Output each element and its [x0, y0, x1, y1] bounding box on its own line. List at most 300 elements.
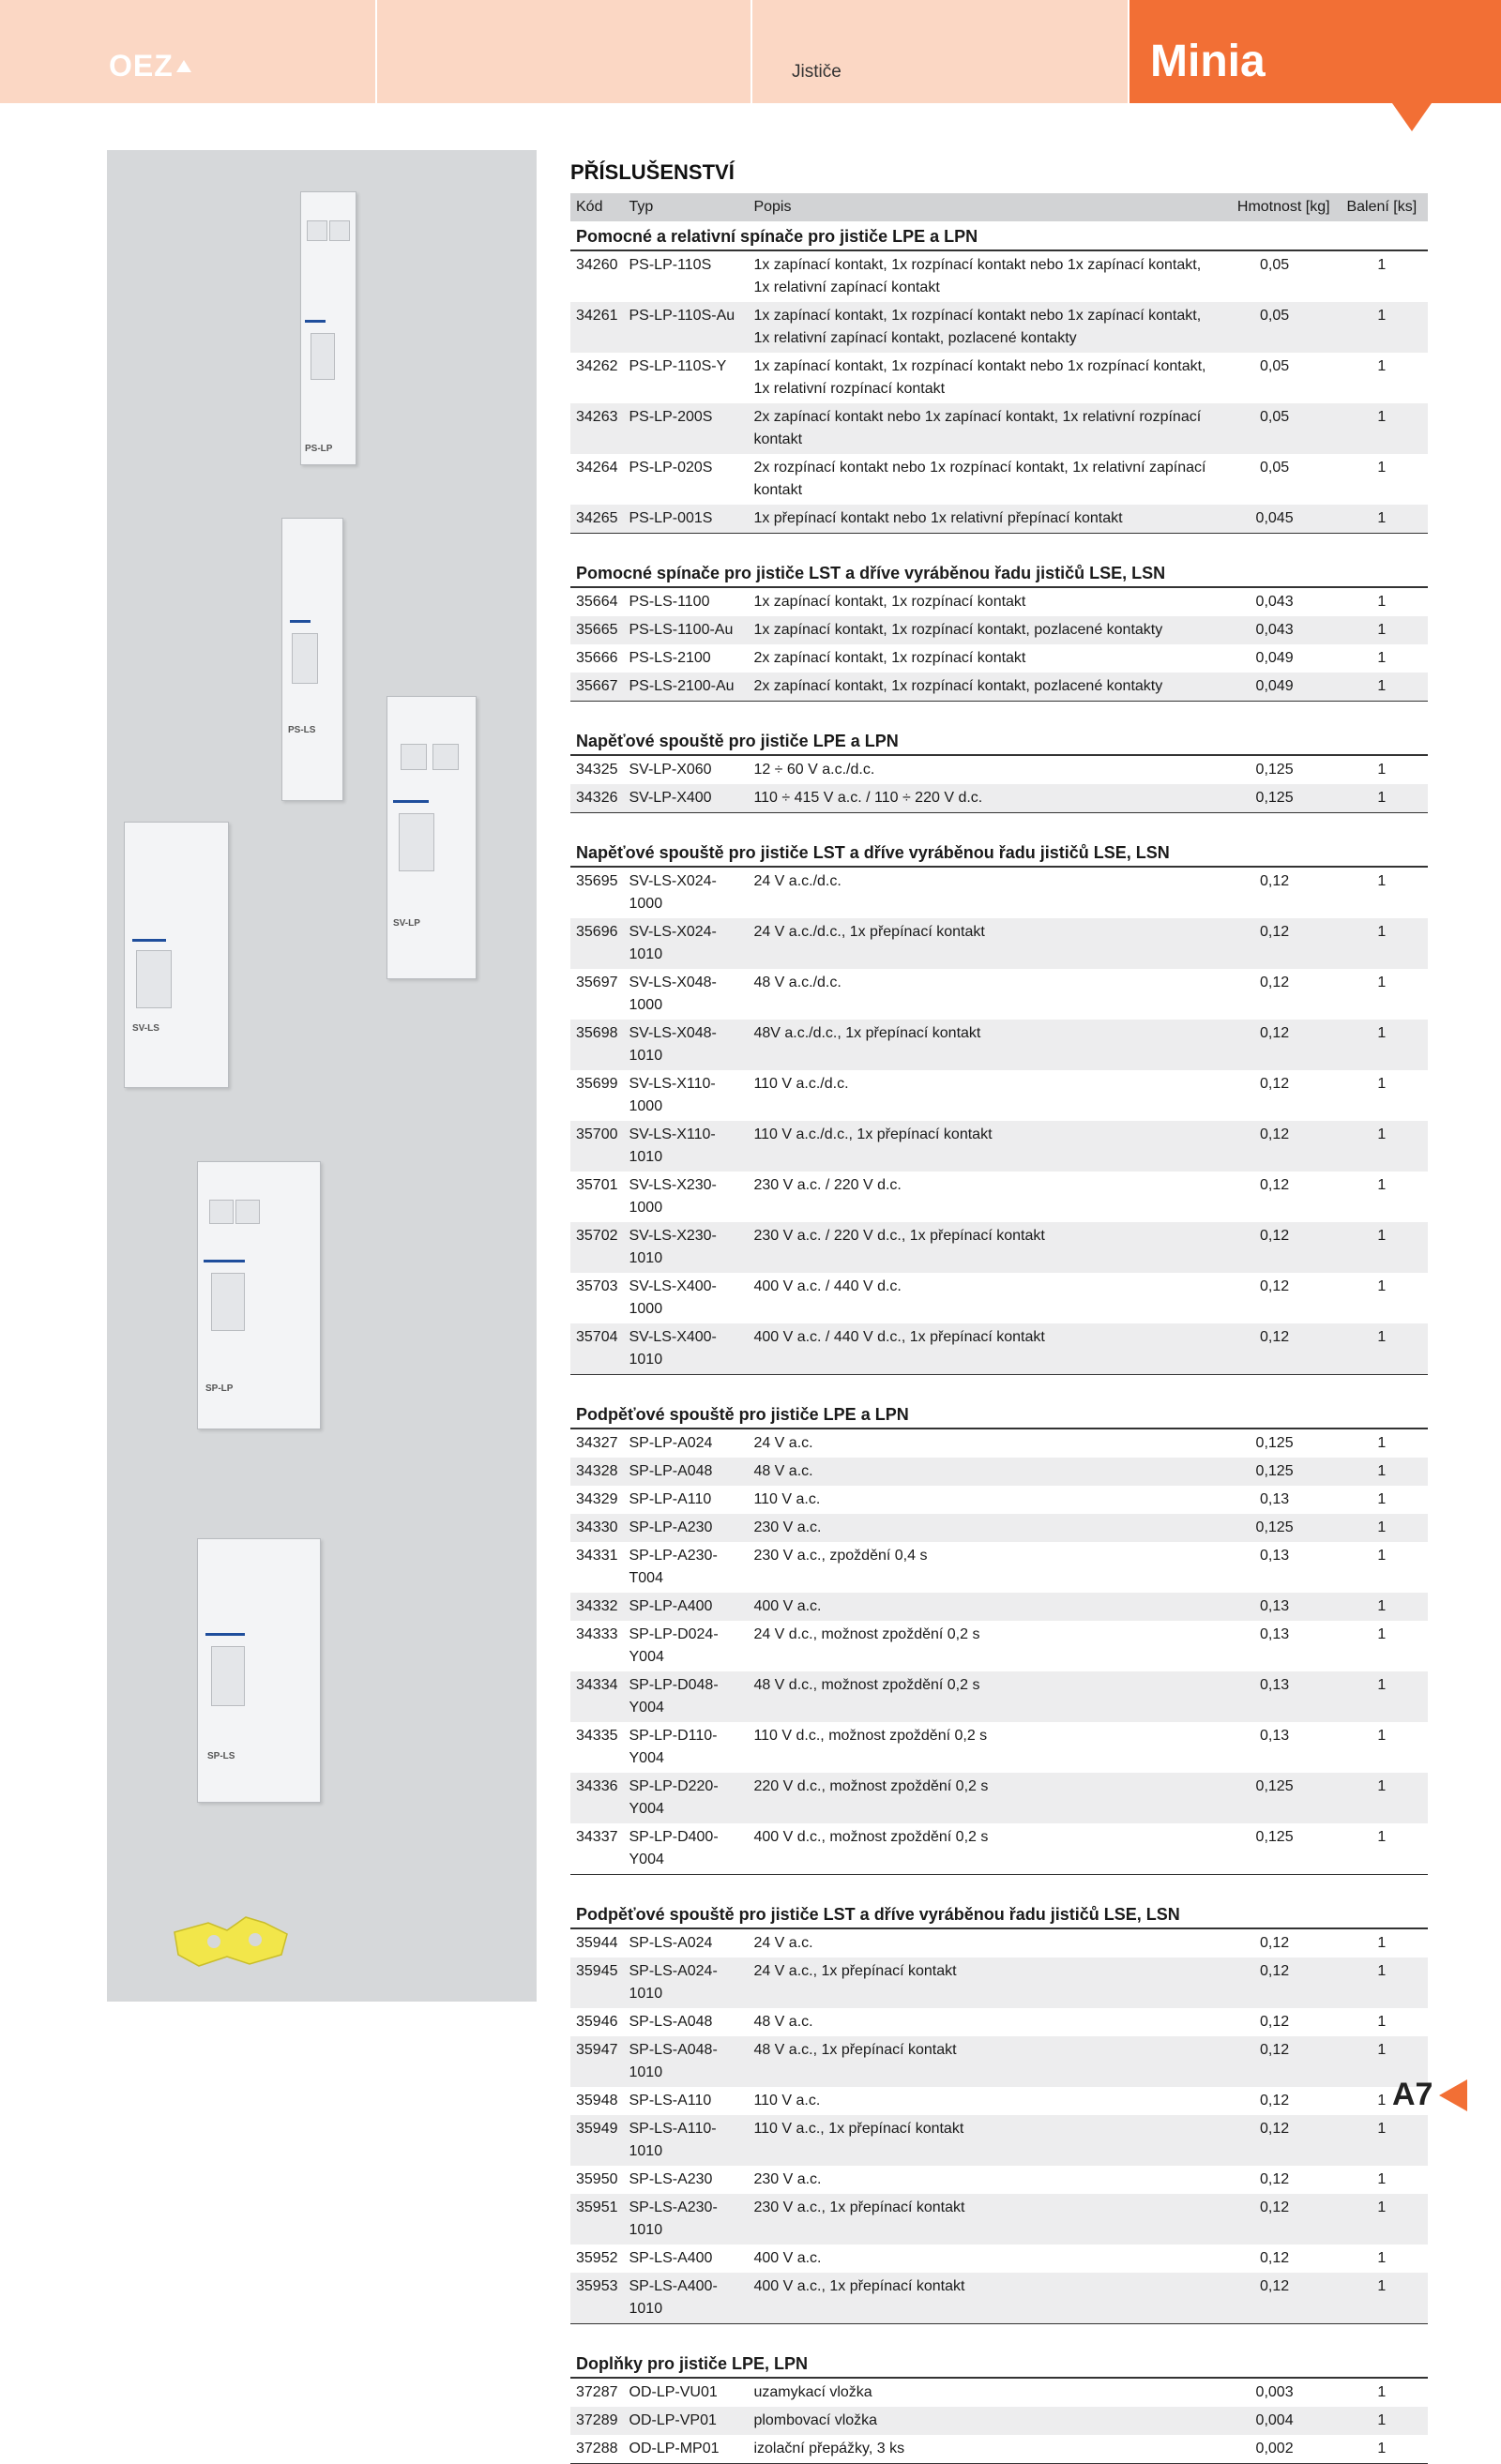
- cell-popis: 48 V a.c./d.c.: [753, 975, 841, 990]
- cell-baleni: 1: [1377, 873, 1387, 889]
- cell-baleni: 1: [1336, 505, 1428, 534]
- cell-popis: 400 V a.c., 1x přepínací kontakt: [748, 2273, 1213, 2324]
- table-row: [570, 353, 1428, 403]
- cell-kod: 35945: [570, 1958, 624, 2008]
- section-heading-row: [570, 2324, 1428, 2379]
- cell-typ: SP-LP-D048-Y004: [624, 1671, 749, 1722]
- cell-baleni: 1: [1377, 594, 1387, 610]
- cell-hmotnost: 0,12: [1260, 2093, 1290, 2109]
- column-header-popis: Popis: [748, 193, 1213, 221]
- sp-ls-label: SP-LS: [207, 1751, 235, 1761]
- cell-baleni: 1: [1377, 1935, 1387, 1951]
- cell-hmotnost: 0,12: [1260, 873, 1290, 889]
- cell-hmotnost: 0,003: [1255, 2384, 1294, 2400]
- cell-typ: PS-LP-110S: [629, 257, 712, 273]
- brand-label: Minia: [1150, 37, 1266, 86]
- table-row: [570, 2407, 1428, 2435]
- cell-typ: SP-LS-A024-1010: [624, 1958, 749, 2008]
- cell-hmotnost: 0,05: [1214, 302, 1336, 353]
- cell-popis: 110 ÷ 415 V a.c. / 110 ÷ 220 V d.c.: [748, 784, 1213, 813]
- table-row: [570, 2435, 1428, 2464]
- cell-hmotnost: 0,12: [1260, 975, 1290, 990]
- sp-ls-device-image: [197, 1538, 321, 1803]
- product-image-panel: [107, 150, 537, 2002]
- cell-hmotnost: 0,12: [1260, 2250, 1290, 2266]
- table-row: [570, 616, 1428, 644]
- cell-baleni: 1: [1336, 1671, 1428, 1722]
- cell-typ: SP-LS-A400: [629, 2250, 713, 2266]
- cell-baleni: 1: [1336, 1458, 1428, 1486]
- cell-popis: 230 V a.c., zpoždění 0,4 s: [753, 1548, 928, 1564]
- cell-popis: 400 V a.c.: [748, 1593, 1213, 1621]
- cell-baleni: 1: [1336, 784, 1428, 813]
- cell-hmotnost: 0,05: [1214, 403, 1336, 454]
- cell-kod: 34333: [576, 1626, 618, 1642]
- cell-kod: 35664: [576, 594, 618, 610]
- column-header-typ: Typ: [624, 193, 749, 221]
- cell-kod: 35951: [570, 2194, 624, 2245]
- table-row: [570, 755, 1428, 784]
- cell-kod: 34335: [576, 1728, 618, 1744]
- section-title: Napěťové spouště pro jističe LPE a LPN: [570, 702, 1428, 756]
- table-row: [570, 1671, 1428, 1722]
- cell-hmotnost: 0,12: [1260, 2014, 1290, 2030]
- cell-baleni: 1: [1377, 1177, 1387, 1193]
- column-header-kod: Kód: [570, 193, 624, 221]
- table-row: [570, 918, 1428, 969]
- table-row: [570, 1823, 1428, 1875]
- cell-popis: 110 V d.c., možnost zpoždění 0,2 s: [753, 1728, 988, 1744]
- cell-kod: 34331: [576, 1548, 618, 1564]
- cell-typ: SP-LP-A400: [624, 1593, 749, 1621]
- cell-hmotnost: 0,13: [1214, 1671, 1336, 1722]
- cell-typ: SP-LS-A400-1010: [624, 2273, 749, 2324]
- cell-typ: SP-LP-D400-Y004: [624, 1823, 749, 1875]
- cell-typ: SP-LP-D220-Y004: [624, 1773, 749, 1823]
- cell-baleni: 1: [1336, 302, 1428, 353]
- cell-popis: 12 ÷ 60 V a.c./d.c.: [753, 762, 875, 778]
- cell-kod: 35698: [570, 1020, 624, 1070]
- table-row: [570, 2166, 1428, 2194]
- cell-baleni: 1: [1336, 616, 1428, 644]
- cell-typ: SV-LS-X048-1000: [629, 975, 717, 1013]
- cell-kod: 35704: [570, 1323, 624, 1375]
- category-label: Jističe: [792, 62, 841, 82]
- cell-popis: 48 V a.c.: [753, 2014, 813, 2030]
- table-row: [570, 1722, 1428, 1773]
- cell-popis: 230 V a.c.: [748, 1514, 1213, 1542]
- cell-popis: 24 V a.c./d.c.: [753, 873, 841, 889]
- header-spacer-cell: [377, 0, 752, 103]
- cell-hmotnost: 0,12: [1214, 1323, 1336, 1375]
- cell-typ: SP-LP-A230: [624, 1514, 749, 1542]
- cell-typ: SV-LP-X400: [624, 784, 749, 813]
- cell-popis: uzamykací vložka: [753, 2384, 872, 2400]
- cell-typ: SP-LS-A048: [629, 2014, 713, 2030]
- cell-baleni: 1: [1377, 762, 1387, 778]
- page-number: A7: [1392, 2077, 1433, 2112]
- cell-typ: SV-LP-X060: [629, 762, 712, 778]
- table-row: [570, 784, 1428, 813]
- cell-popis: 400 V d.c., možnost zpoždění 0,2 s: [748, 1823, 1213, 1875]
- cell-baleni: 1: [1336, 2273, 1428, 2324]
- table-row: [570, 2245, 1428, 2273]
- cell-baleni: 1: [1377, 975, 1387, 990]
- cell-popis: 24 V a.c., 1x přepínací kontakt: [748, 1958, 1213, 2008]
- table-row: [570, 1323, 1428, 1375]
- cell-kod: 37287: [576, 2384, 618, 2400]
- cell-typ: SP-LP-A110: [629, 1491, 712, 1507]
- cell-baleni: 1: [1377, 358, 1387, 374]
- cell-popis: plombovací vložka: [748, 2407, 1213, 2435]
- cell-baleni: 1: [1377, 2384, 1387, 2400]
- cell-kod: 37288: [570, 2435, 624, 2464]
- cell-hmotnost: 0,125: [1255, 1435, 1294, 1451]
- cell-baleni: 1: [1336, 1593, 1428, 1621]
- cell-hmotnost: 0,12: [1260, 1278, 1290, 1294]
- cell-kod: 35944: [576, 1935, 618, 1951]
- cell-hmotnost: 0,05: [1260, 358, 1290, 374]
- cell-baleni: 1: [1336, 1514, 1428, 1542]
- cell-baleni: 1: [1336, 1222, 1428, 1273]
- table-row: [570, 1593, 1428, 1621]
- cell-popis: 1x zapínací kontakt, 1x rozpínací kontakt nebo 1x rozpínací kontakt, 1x relativní rozpínací kontakt: [753, 358, 1206, 397]
- cell-kod: 34265: [570, 505, 624, 534]
- cell-kod: 34326: [570, 784, 624, 813]
- cell-hmotnost: 0,12: [1214, 918, 1336, 969]
- cell-kod: 35703: [576, 1278, 618, 1294]
- cell-kod: 37289: [570, 2407, 624, 2435]
- cell-hmotnost: 0,043: [1214, 616, 1336, 644]
- table-row: [570, 2115, 1428, 2166]
- cell-typ: SV-LS-X230-1000: [629, 1177, 717, 1216]
- table-row: [570, 250, 1428, 302]
- cell-popis: 230 V a.c., 1x přepínací kontakt: [748, 2194, 1213, 2245]
- cell-kod: 35948: [576, 2093, 618, 2109]
- cell-kod: 35701: [576, 1177, 618, 1193]
- cell-popis: izolační přepážky, 3 ks: [748, 2435, 1213, 2464]
- sv-ls-device-image: [124, 822, 229, 1088]
- cell-popis: 110 V a.c.: [753, 2093, 821, 2109]
- cell-typ: SP-LP-A048: [624, 1458, 749, 1486]
- cell-hmotnost: 0,004: [1214, 2407, 1336, 2435]
- cell-kod: 35946: [576, 2014, 618, 2030]
- cell-popis: 2x zapínací kontakt nebo 1x zapínací kontakt, 1x relativní rozpínací kontakt: [748, 403, 1213, 454]
- cell-popis: 24 V a.c.: [753, 1935, 813, 1951]
- cell-typ: OD-LP-VP01: [624, 2407, 749, 2435]
- page-title: PŘÍSLUŠENSTVÍ: [570, 160, 735, 184]
- cell-baleni: 1: [1336, 2115, 1428, 2166]
- cell-popis: 24 V a.c./d.c., 1x přepínací kontakt: [748, 918, 1213, 969]
- cell-kod: 34262: [576, 358, 618, 374]
- section-heading-row: [570, 221, 1428, 250]
- cell-baleni: 1: [1377, 1548, 1387, 1564]
- table-row: [570, 2087, 1428, 2115]
- cell-typ: SP-LS-A230-1010: [624, 2194, 749, 2245]
- cell-kod: 34264: [576, 460, 618, 476]
- cell-hmotnost: 0,12: [1214, 2194, 1336, 2245]
- cell-kod: 35702: [570, 1222, 624, 1273]
- cell-baleni: 1: [1336, 1323, 1428, 1375]
- cell-kod: 35665: [570, 616, 624, 644]
- sp-lp-device-image: [197, 1161, 321, 1429]
- cell-typ: SV-LS-X048-1010: [624, 1020, 749, 1070]
- cell-kod: 35697: [576, 975, 618, 990]
- cell-kod: 35696: [570, 918, 624, 969]
- cell-typ: SP-LS-A110-1010: [624, 2115, 749, 2166]
- cell-baleni: 1: [1336, 2435, 1428, 2464]
- cell-hmotnost: 0,12: [1214, 1222, 1336, 1273]
- cell-typ: SV-LS-X024-1010: [624, 918, 749, 969]
- table-row: [570, 403, 1428, 454]
- section-heading-row: [570, 702, 1428, 756]
- table-row: [570, 969, 1428, 1020]
- table-row: [570, 454, 1428, 505]
- cell-typ: PS-LS-1100-Au: [624, 616, 749, 644]
- cell-baleni: 1: [1377, 2250, 1387, 2266]
- cell-typ: PS-LP-110S-Y: [629, 358, 727, 374]
- cell-typ: SV-LS-X110-1010: [624, 1121, 749, 1172]
- cell-popis: 1x zapínací kontakt, 1x rozpínací kontakt nebo 1x zapínací kontakt, 1x relativní zapínací kontakt: [753, 257, 1202, 295]
- cell-kod: 35953: [570, 2273, 624, 2324]
- table-row: [570, 1070, 1428, 1121]
- cell-popis: 1x zapínací kontakt, 1x rozpínací kontakt, pozlacené kontakty: [748, 616, 1213, 644]
- section-title: Napěťové spouště pro jističe LST a dříve vyráběnou řadu jističů LSE, LSN: [570, 813, 1428, 868]
- section-title: Pomocné spínače pro jističe LST a dříve vyráběnou řadu jističů LSE, LSN: [570, 534, 1428, 588]
- cell-hmotnost: 0,045: [1214, 505, 1336, 534]
- cell-popis: 24 V a.c.: [753, 1435, 813, 1451]
- cell-baleni: 1: [1336, 2036, 1428, 2087]
- section-title: Pomocné a relativní spínače pro jističe LPE a LPN: [570, 221, 1428, 250]
- cell-typ: SP-LS-A024: [629, 1935, 713, 1951]
- cell-baleni: 1: [1336, 1020, 1428, 1070]
- cell-popis: 2x zapínací kontakt, 1x rozpínací kontakt, pozlacené kontakty: [748, 673, 1213, 702]
- cell-baleni: 1: [1377, 1728, 1387, 1744]
- cell-kod: 34336: [570, 1773, 624, 1823]
- cell-hmotnost: 0,12: [1260, 2171, 1290, 2187]
- cell-baleni: 1: [1336, 2194, 1428, 2245]
- sv-ls-label: SV-LS: [132, 1023, 159, 1034]
- cell-hmotnost: 0,125: [1255, 762, 1294, 778]
- section-heading-row: [570, 1375, 1428, 1429]
- cell-kod: 35695: [576, 873, 618, 889]
- cell-baleni: 1: [1377, 1435, 1387, 1451]
- cell-typ: SV-LS-X400-1010: [624, 1323, 749, 1375]
- cell-baleni: 1: [1336, 673, 1428, 702]
- cell-hmotnost: 0,13: [1214, 1593, 1336, 1621]
- cell-baleni: 1: [1377, 2093, 1387, 2109]
- cell-popis: 110 V a.c./d.c., 1x přepínací kontakt: [748, 1121, 1213, 1172]
- cell-hmotnost: 0,002: [1214, 2435, 1336, 2464]
- cell-hmotnost: 0,13: [1260, 1548, 1290, 1564]
- cell-typ: PS-LP-110S-Au: [624, 302, 749, 353]
- cell-baleni: 1: [1336, 2407, 1428, 2435]
- cell-hmotnost: 0,125: [1214, 1514, 1336, 1542]
- cell-typ: SV-LS-X400-1000: [629, 1278, 717, 1317]
- brand-arrow-icon: [1392, 103, 1432, 131]
- cell-typ: OD-LP-MP01: [624, 2435, 749, 2464]
- cell-typ: SV-LS-X024-1000: [629, 873, 717, 912]
- cell-popis: 400 V a.c. / 440 V d.c., 1x přepínací kontakt: [748, 1323, 1213, 1375]
- cell-popis: 24 V d.c., možnost zpoždění 0,2 s: [753, 1626, 980, 1642]
- oez-logo: OEZ: [109, 49, 191, 83]
- cell-popis: 230 V a.c. / 220 V d.c., 1x přepínací kontakt: [748, 1222, 1213, 1273]
- table-row: [570, 1542, 1428, 1593]
- cell-baleni: 1: [1377, 1278, 1387, 1294]
- table-row: [570, 1273, 1428, 1323]
- cell-hmotnost: 0,12: [1214, 2115, 1336, 2166]
- sv-lp-label: SV-LP: [393, 918, 420, 929]
- cell-kod: 34334: [570, 1671, 624, 1722]
- page-number-arrow-icon: [1439, 2079, 1467, 2111]
- table-row: [570, 1621, 1428, 1671]
- cell-hmotnost: 0,12: [1214, 1958, 1336, 2008]
- cell-popis: 110 V a.c., 1x přepínací kontakt: [748, 2115, 1213, 2166]
- cell-typ: SV-LS-X230-1010: [624, 1222, 749, 1273]
- cell-baleni: 1: [1377, 460, 1387, 476]
- table-row: [570, 1020, 1428, 1070]
- ps-ls-device-image: [281, 518, 343, 801]
- cell-baleni: 1: [1336, 1121, 1428, 1172]
- table-row: [570, 1429, 1428, 1458]
- column-header-hmotnost: Hmotnost [kg]: [1214, 193, 1336, 221]
- table-row: [570, 1121, 1428, 1172]
- ps-lp-label: PS-LP: [305, 444, 333, 454]
- cell-hmotnost: 0,049: [1255, 650, 1294, 666]
- cell-kod: 35667: [570, 673, 624, 702]
- cell-popis: 110 V a.c./d.c.: [753, 1076, 849, 1092]
- cell-typ: SP-LP-D110-Y004: [629, 1728, 718, 1766]
- section-title: Podpěťové spouště pro jističe LST a dříve vyráběnou řadu jističů LSE, LSN: [570, 1875, 1428, 1929]
- cell-typ: PS-LS-2100-Au: [624, 673, 749, 702]
- cell-baleni: 1: [1377, 2014, 1387, 2030]
- cell-hmotnost: 0,12: [1214, 2036, 1336, 2087]
- cell-popis: 48V a.c./d.c., 1x přepínací kontakt: [748, 1020, 1213, 1070]
- cell-typ: SP-LS-A048-1010: [624, 2036, 749, 2087]
- cell-popis: 48 V a.c.: [748, 1458, 1213, 1486]
- cell-hmotnost: 0,125: [1214, 1773, 1336, 1823]
- cell-hmotnost: 0,12: [1214, 2273, 1336, 2324]
- cell-popis: 400 V a.c.: [753, 2250, 822, 2266]
- cell-kod: 34327: [576, 1435, 618, 1451]
- table-row: [570, 1172, 1428, 1222]
- cell-typ: PS-LS-2100: [629, 650, 711, 666]
- cell-baleni: 1: [1336, 918, 1428, 969]
- section-heading-row: [570, 813, 1428, 868]
- table-row: [570, 2008, 1428, 2036]
- table-body: [570, 221, 1428, 2464]
- table-row: [570, 587, 1428, 616]
- cell-baleni: 1: [1377, 2171, 1387, 2187]
- cell-kod: 35952: [576, 2250, 618, 2266]
- table-header-row: [570, 193, 1428, 221]
- table-row: [570, 1773, 1428, 1823]
- table-row: [570, 1222, 1428, 1273]
- table-row: [570, 1458, 1428, 1486]
- cell-hmotnost: 0,05: [1260, 460, 1290, 476]
- cell-kod: 34261: [570, 302, 624, 353]
- section-title: Podpěťové spouště pro jističe LPE a LPN: [570, 1375, 1428, 1429]
- header-category-cell: [752, 0, 1128, 103]
- table-row: [570, 2036, 1428, 2087]
- cell-typ: PS-LP-020S: [629, 460, 713, 476]
- cell-kod: 35950: [576, 2171, 618, 2187]
- sv-lp-device-image: [387, 696, 477, 979]
- table-row: [570, 1514, 1428, 1542]
- cell-hmotnost: 0,043: [1255, 594, 1294, 610]
- cell-popis: 48 V d.c., možnost zpoždění 0,2 s: [748, 1671, 1213, 1722]
- cell-typ: SP-LS-A110: [629, 2093, 712, 2109]
- table-row: [570, 867, 1428, 918]
- cell-popis: 1x přepínací kontakt nebo 1x relativní přepínací kontakt: [748, 505, 1213, 534]
- content-area: [570, 159, 1428, 2464]
- cell-typ: SV-LS-X110-1000: [629, 1076, 716, 1114]
- cell-hmotnost: 0,13: [1260, 1728, 1290, 1744]
- cell-baleni: 1: [1336, 1958, 1428, 2008]
- cell-typ: PS-LP-001S: [624, 505, 749, 534]
- header-brand-cell: [1130, 0, 1501, 103]
- cell-baleni: 1: [1336, 1823, 1428, 1875]
- cell-popis: 1x zapínací kontakt, 1x rozpínací kontakt nebo 1x zapínací kontakt, 1x relativní zapínací kontakt, pozlacené kontakty: [748, 302, 1213, 353]
- cell-hmotnost: 0,13: [1260, 1626, 1290, 1642]
- cell-kod: 34328: [570, 1458, 624, 1486]
- table-row: [570, 2378, 1428, 2407]
- logo-triangle-icon: [176, 60, 191, 72]
- cell-baleni: 1: [1336, 403, 1428, 454]
- table-row: [570, 505, 1428, 534]
- cell-kod: 34332: [570, 1593, 624, 1621]
- cell-popis: 230 V a.c. / 220 V d.c.: [753, 1177, 902, 1193]
- section-title: Doplňky pro jističe LPE, LPN: [570, 2324, 1428, 2379]
- cell-baleni: 1: [1377, 650, 1387, 666]
- cell-hmotnost: 0,05: [1260, 257, 1290, 273]
- cell-kod: 35666: [576, 650, 618, 666]
- cell-hmotnost: 0,12: [1260, 1177, 1290, 1193]
- table-row: [570, 2194, 1428, 2245]
- cell-hmotnost: 0,125: [1214, 1823, 1336, 1875]
- cell-kod: 34260: [576, 257, 618, 273]
- table-row: [570, 2273, 1428, 2324]
- cell-typ: SP-LP-A230-T004: [629, 1548, 718, 1586]
- page-header: [0, 0, 1501, 103]
- table-row: [570, 302, 1428, 353]
- cell-baleni: 1: [1336, 1773, 1428, 1823]
- cell-baleni: 1: [1377, 257, 1387, 273]
- cell-hmotnost: 0,13: [1260, 1491, 1290, 1507]
- cell-typ: OD-LP-VU01: [629, 2384, 718, 2400]
- cell-popis: 2x zapínací kontakt, 1x rozpínací kontakt: [753, 650, 1026, 666]
- cell-baleni: 1: [1377, 1076, 1387, 1092]
- header-logo-cell: [0, 0, 377, 103]
- section-heading-row: [570, 534, 1428, 588]
- cell-kod: 35949: [570, 2115, 624, 2166]
- ps-ls-label: PS-LS: [288, 725, 316, 735]
- cell-hmotnost: 0,12: [1260, 1076, 1290, 1092]
- table-row: [570, 1958, 1428, 2008]
- cell-kod: 34330: [570, 1514, 624, 1542]
- table-row: [570, 644, 1428, 673]
- cell-hmotnost: 0,049: [1214, 673, 1336, 702]
- cell-kod: 35700: [570, 1121, 624, 1172]
- table-row: [570, 673, 1428, 702]
- cell-kod: 34337: [570, 1823, 624, 1875]
- cell-popis: 48 V a.c., 1x přepínací kontakt: [748, 2036, 1213, 2087]
- cell-kod: 34325: [576, 762, 618, 778]
- cell-popis: 220 V d.c., možnost zpoždění 0,2 s: [748, 1773, 1213, 1823]
- cell-typ: SP-LS-A230: [629, 2171, 713, 2187]
- cell-typ: PS-LP-200S: [624, 403, 749, 454]
- cell-baleni: 1: [1377, 1491, 1387, 1507]
